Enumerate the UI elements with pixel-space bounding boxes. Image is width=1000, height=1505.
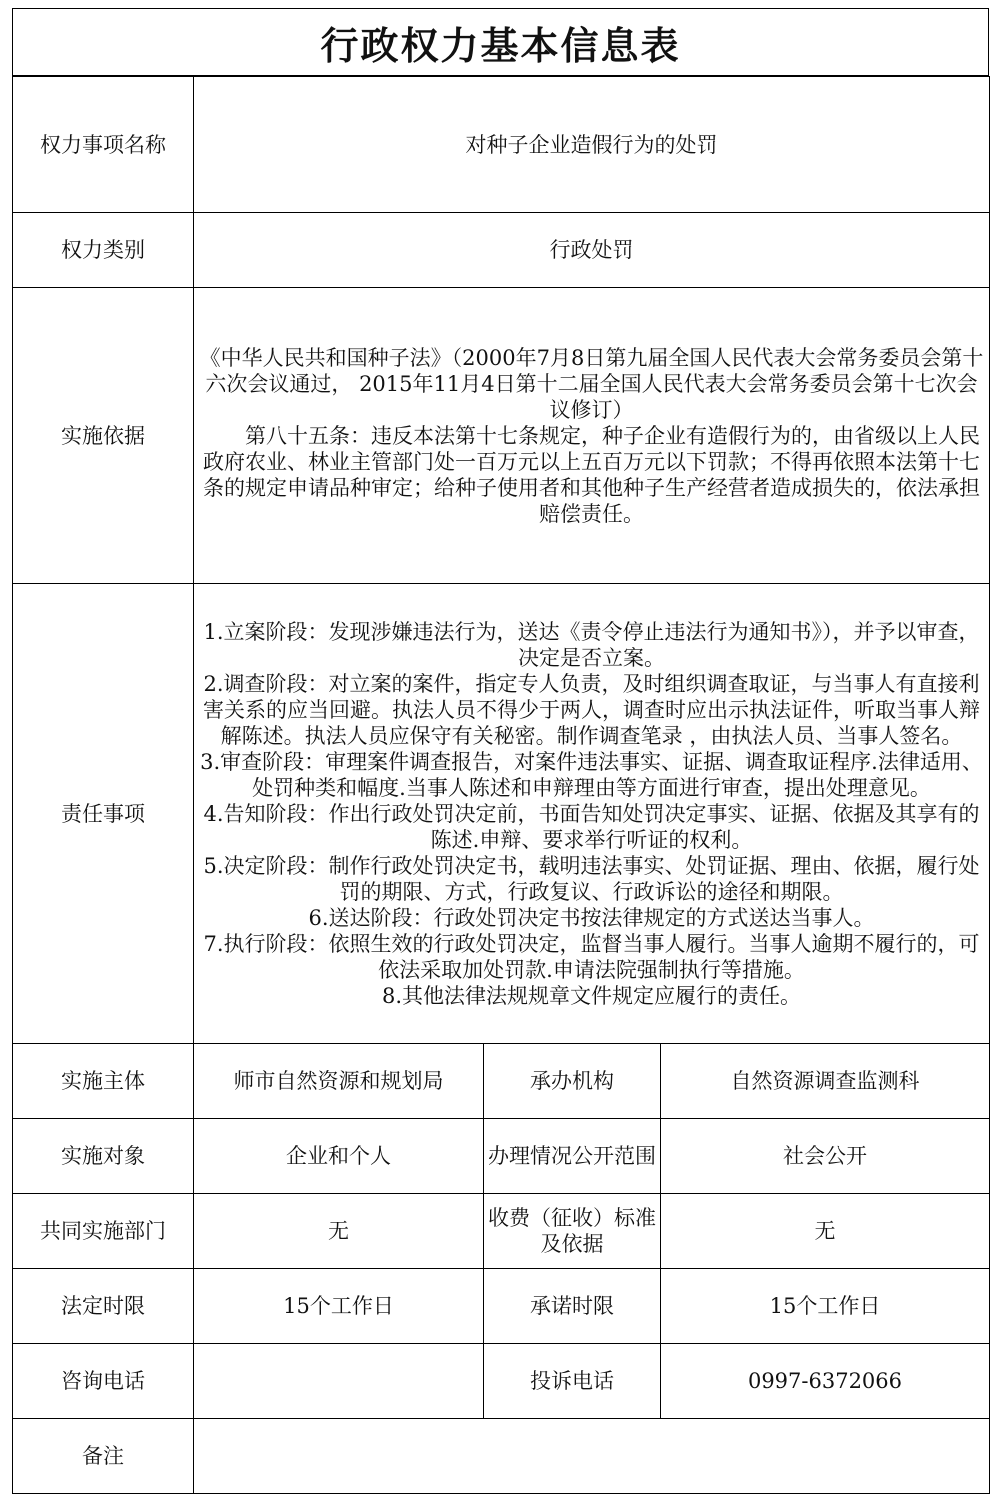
- fee-standard-label: 收费（征收）标准及依据: [484, 1194, 661, 1269]
- remarks-value: [194, 1419, 990, 1494]
- joint-dept-label: 共同实施部门: [13, 1194, 194, 1269]
- responsibility-item: 7.执行阶段：依照生效的行政处罚决定，监督当事人履行。当事人逾期不履行的，可依法采取加处罚款.申请法院强制执行等措施。: [203, 931, 980, 982]
- table-row: [13, 1419, 990, 1494]
- power-type-label: 权力类别: [13, 213, 194, 288]
- responsibilities-value: [194, 584, 990, 1044]
- table-row: [13, 213, 990, 288]
- table-row: [13, 584, 990, 1044]
- legal-time-limit-label: 法定时限: [13, 1269, 194, 1344]
- consult-phone-label: 咨询电话: [13, 1344, 194, 1419]
- power-name-label: 权力事项名称: [13, 77, 194, 213]
- handling-unit-label: 承办机构: [484, 1044, 661, 1119]
- table-row: [13, 77, 990, 213]
- disclosure-scope-value: 社会公开: [661, 1119, 990, 1194]
- responsibility-item: 6.送达阶段：行政处罚决定书按法律规定的方式送达当事人。: [308, 905, 875, 930]
- subject-label: 实施主体: [13, 1044, 194, 1119]
- responsibility-item: 5.决定阶段：制作行政处罚决定书，载明违法事实、处罚证据、理由、依据，履行处罚的期限、方式，行政复议、行政诉讼的途径和期限。: [203, 853, 980, 904]
- complaint-phone-value: 0997-6372066: [661, 1344, 990, 1419]
- responsibility-item: 4.告知阶段：作出行政处罚决定前，书面告知处罚决定事实、证据、依据及其享有的陈述.申辩、要求举行听证的权利。: [203, 801, 980, 852]
- basis-label: 实施依据: [13, 288, 194, 584]
- info-table: [12, 76, 990, 1494]
- table-row: [13, 1194, 990, 1269]
- power-type-value: 行政处罚: [194, 213, 990, 288]
- basis-value: [194, 288, 990, 584]
- table-row: [13, 1119, 990, 1194]
- basis-law: 《中华人民共和国种子法》（2000年7月8日第九届全国人民代表大会常务委员会第十六次会议通过， 2015年11月4日第十二届全国人民代表大会常务委员会第十七次会议修订）: [199, 345, 984, 422]
- page-title: 行政权力基本信息表: [12, 8, 989, 76]
- power-name-value: 对种子企业造假行为的处罚: [194, 77, 990, 213]
- fee-standard-value: 无: [661, 1194, 990, 1269]
- target-label: 实施对象: [13, 1119, 194, 1194]
- disclosure-scope-label: 办理情况公开范围: [484, 1119, 661, 1194]
- table-row: [13, 1044, 990, 1119]
- promised-time-limit-label: 承诺时限: [484, 1269, 661, 1344]
- basis-article: 第八十五条：违反本法第十七条规定，种子企业有造假行为的，由省级以上人民政府农业、林业主管部门处一百万元以上五百万元以下罚款；不得再依照本法第十七条的规定申请品种审定；给种子使用者和其他种子生产经营者造成损失的，依法承担赔偿责任。: [203, 423, 980, 526]
- responsibilities-label: 责任事项: [13, 584, 194, 1044]
- responsibility-item: 2.调查阶段：对立案的案件，指定专人负责，及时组织调查取证，与当事人有直接利害关系的应当回避。执法人员不得少于两人，调查时应出示执法证件，听取当事人辩解陈述。执法人员应保守有关秘密。制作调查笔录 ，由执法人员、当事人签名。: [203, 671, 980, 748]
- legal-time-limit-value: 15个工作日: [194, 1269, 484, 1344]
- responsibility-item: 1.立案阶段：发现涉嫌违法行为，送达《责令停止违法行为通知书》），并予以审查，决定是否立案。: [203, 619, 980, 670]
- remarks-label: 备注: [13, 1419, 194, 1494]
- target-value: 企业和个人: [194, 1119, 484, 1194]
- handling-unit-value: 自然资源调查监测科: [661, 1044, 990, 1119]
- responsibility-item: 8.其他法律法规规章文件规定应履行的责任。: [381, 983, 802, 1008]
- consult-phone-value: [194, 1344, 484, 1419]
- complaint-phone-label: 投诉电话: [484, 1344, 661, 1419]
- subject-value: 师市自然资源和规划局: [194, 1044, 484, 1119]
- responsibility-item: 3.审查阶段：审理案件调查报告，对案件违法事实、证据、调查取证程序.法律适用、处罚种类和幅度.当事人陈述和申辩理由等方面进行审查，提出处理意见。: [200, 749, 983, 800]
- table-row: [13, 1344, 990, 1419]
- joint-dept-value: 无: [194, 1194, 484, 1269]
- promised-time-limit-value: 15个工作日: [661, 1269, 990, 1344]
- table-row: [13, 1269, 990, 1344]
- table-row: [13, 288, 990, 584]
